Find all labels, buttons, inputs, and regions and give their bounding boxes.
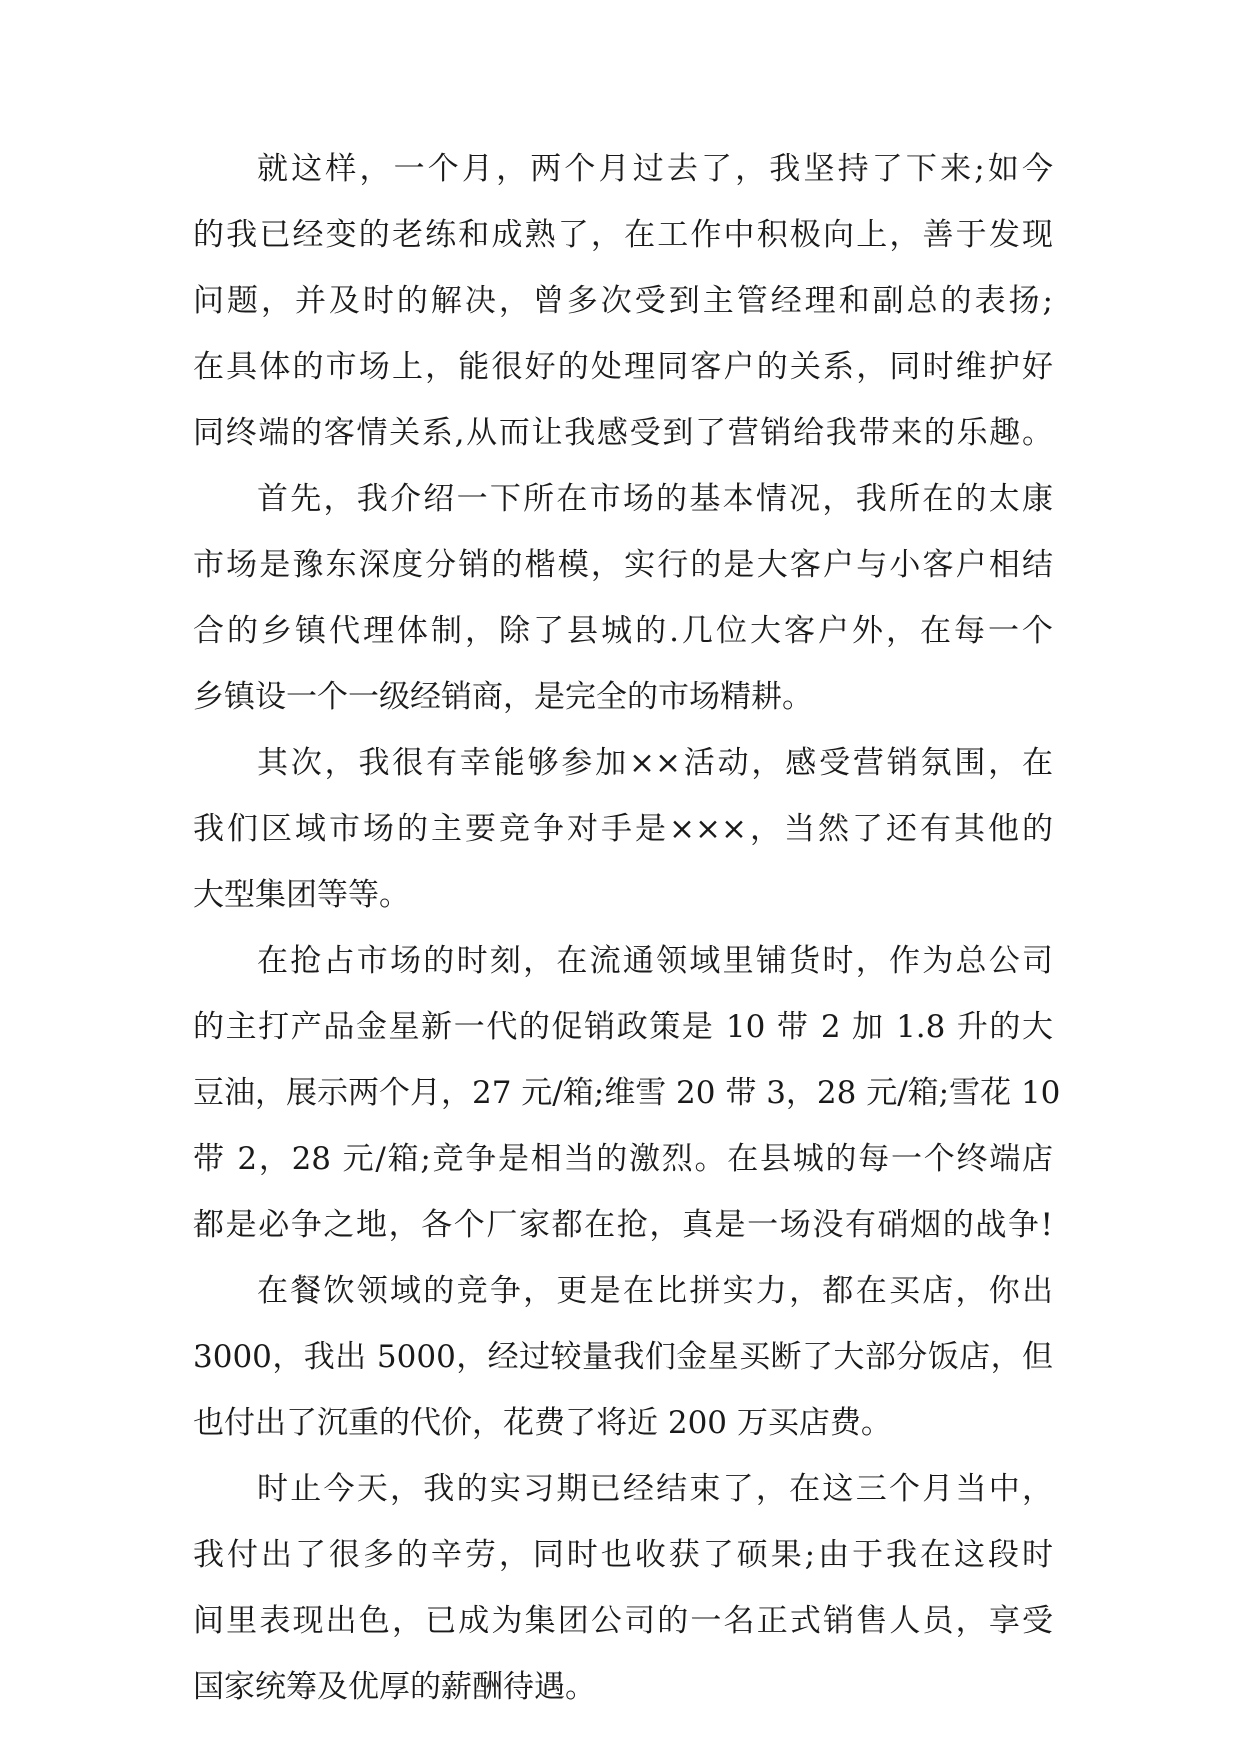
paragraph-5-line-3: 也付出了沉重的代价，花费了将近 200 万买店费。 xyxy=(193,1405,892,1441)
paragraph-2-line-3: 合的乡镇代理体制，除了县城的.几位大客户外，在每一个 xyxy=(193,613,1053,649)
paragraph-6-line-4: 国家统筹及优厚的薪酬待遇。 xyxy=(193,1669,596,1705)
paragraph-1-line-4: 在具体的市场上，能很好的处理同客户的关系，同时维护好 xyxy=(193,349,1053,385)
paragraph-4-line-5: 都是必争之地，各个厂家都在抢，真是一场没有硝烟的战争! xyxy=(193,1207,1053,1243)
paragraph-3-line-1: 其次，我很有幸能够参加××活动，感受营销氛围，在 xyxy=(257,745,1053,781)
paragraph-4-line-4: 带 2，28 元/箱;竞争是相当的激烈。在县城的每一个终端店 xyxy=(193,1141,1053,1177)
paragraph-3-line-2: 我们区域市场的主要竞争对手是×××，当然了还有其他的 xyxy=(193,811,1053,847)
paragraph-1-line-3: 问题，并及时的解决，曾多次受到主管经理和副总的表扬; xyxy=(193,283,1053,319)
paragraph-4-line-1: 在抢占市场的时刻，在流通领域里铺货时，作为总公司 xyxy=(257,943,1053,979)
paragraph-2-line-4: 乡镇设一个一级经销商，是完全的市场精耕。 xyxy=(193,679,813,715)
paragraph-1-line-2: 的我已经变的老练和成熟了，在工作中积极向上，善于发现 xyxy=(193,217,1053,253)
paragraph-3-line-3: 大型集团等等。 xyxy=(193,877,410,913)
paragraph-1-line-1: 就这样，一个月，两个月过去了，我坚持了下来;如今 xyxy=(257,151,1053,187)
paragraph-6-line-2: 我付出了很多的辛劳，同时也收获了硕果;由于我在这段时 xyxy=(193,1537,1053,1573)
paragraph-2-line-1: 首先，我介绍一下所在市场的基本情况，我所在的太康 xyxy=(257,481,1053,517)
paragraph-6-line-1: 时止今天，我的实习期已经结束了，在这三个月当中， xyxy=(257,1471,1053,1507)
paragraph-4-line-3: 豆油，展示两个月，27 元/箱;维雪 20 带 3，28 元/箱;雪花 10 xyxy=(193,1075,1061,1111)
paragraph-4-line-2: 的主打产品金星新一代的促销政策是 10 带 2 加 1.8 升的大 xyxy=(193,1009,1053,1045)
paragraph-2-line-2: 市场是豫东深度分销的楷模，实行的是大客户与小客户相结 xyxy=(193,547,1053,583)
paragraph-5-line-1: 在餐饮领域的竞争，更是在比拼实力，都在买店，你出 xyxy=(257,1273,1053,1309)
paragraph-1-line-5: 同终端的客情关系,从而让我感受到了营销给我带来的乐趣。 xyxy=(193,415,1053,451)
paragraph-6-line-3: 间里表现出色，已成为集团公司的一名正式销售人员，享受 xyxy=(193,1603,1053,1639)
paragraph-5-line-2: 3000，我出 5000，经过较量我们金星买断了大部分饭店，但 xyxy=(193,1339,1053,1375)
